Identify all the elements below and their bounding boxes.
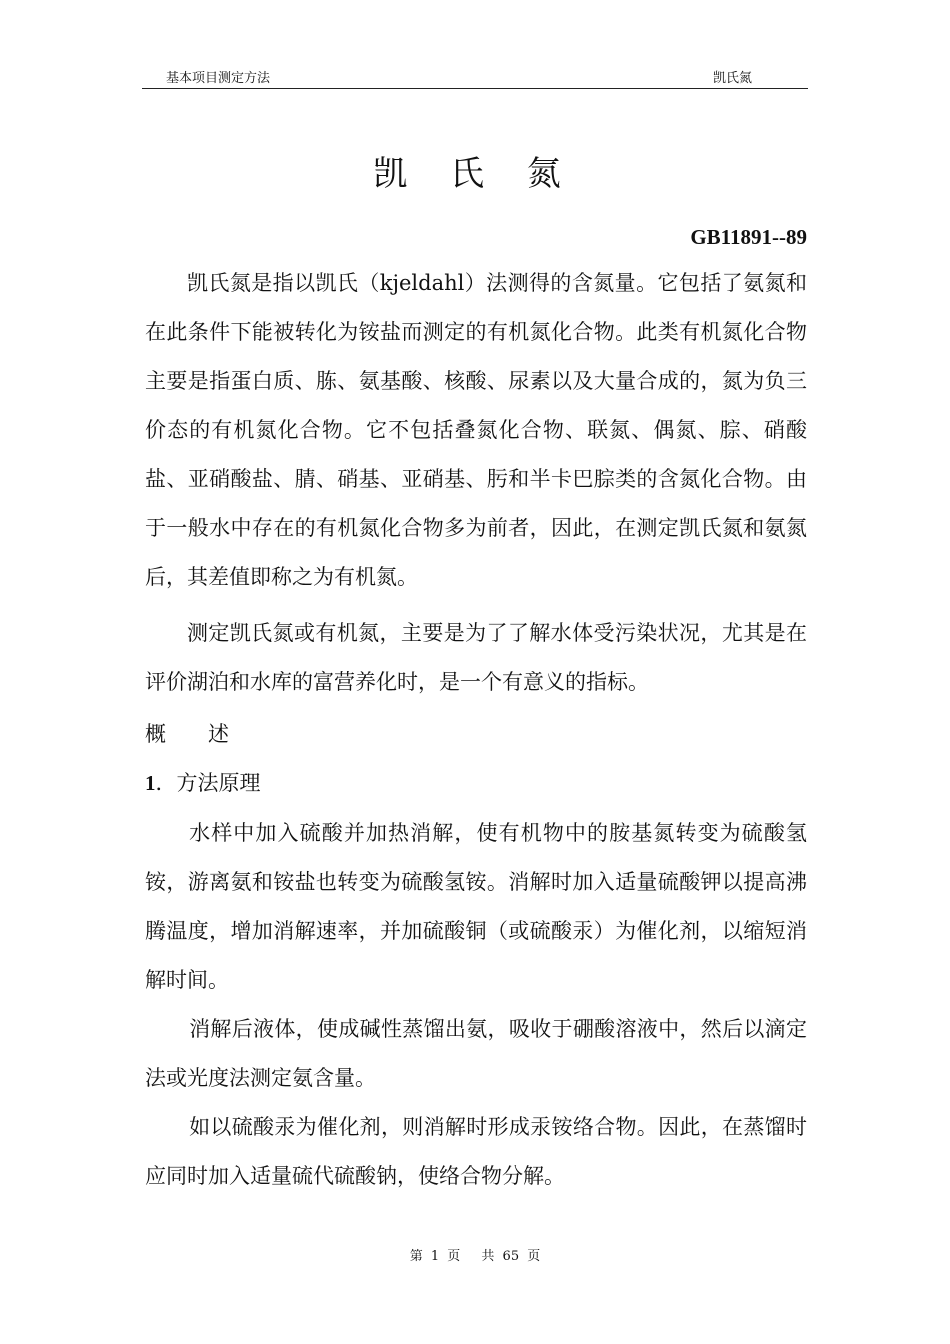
principle-block <box>145 809 807 1201</box>
overview-heading-char2: 述 <box>208 722 229 746</box>
purpose-paragraph: 测定凯氏氮或有机氮，主要是为了了解水体受污染状况，尤其是在评价湖泊和水库的富营养化时，是一个有意义的指标。 <box>145 621 807 694</box>
purpose-block <box>145 609 807 707</box>
principle-paragraph-1: 水样中加入硫酸并加热消解，使有机物中的胺基氮转变为硫酸氢铵，游离氨和铵盐也转变为硫酸氢铵。消解时加入适量硫酸钾以提高沸腾温度，增加消解速率，并加硫酸铜（或硫酸汞）为催化剂，以缩短消解时间。 <box>145 821 807 992</box>
header-topic-name: 凯氏氮 <box>712 71 752 86</box>
intro-paragraph: 凯氏氮是指以凯氏（kjeldahl）法测得的含氮量。它包括了氨氮和在此条件下能被转化为铵盐而测定的有机氮化合物。此类有机氮化合物主要是指蛋白质、胨、氨基酸、核酸、尿素以及大量合成的，氮为负三价态的有机氮化合物。它不包括叠氮化合物、联氮、偶氮、腙、硝酸盐、亚硝酸盐、腈、硝基、亚硝基、肟和半卡巴腙类的含氮化合物。由于一般水中存在的有机氮化合物多为前者，因此，在测定凯氏氮和氨氮后，其差值即称之为有机氮。 <box>145 271 807 589</box>
intro-block <box>145 259 807 602</box>
overview-heading-char1: 概 <box>145 722 166 746</box>
section-title: ．方法原理 <box>155 771 261 795</box>
principle-paragraph-2: 消解后液体，使成碱性蒸馏出氨，吸收于硼酸溶液中，然后以滴定法或光度法测定氨含量。 <box>145 1017 807 1090</box>
section-heading <box>145 759 261 808</box>
principle-paragraph-3: 如以硫酸汞为催化剂，则消解时形成汞铵络合物。因此，在蒸馏时应同时加入适量硫代硫酸钠，使络合物分解。 <box>145 1115 807 1188</box>
header-section-name: 基本项目测定方法 <box>166 71 271 86</box>
standard-code: GB11891--89 <box>690 225 807 249</box>
page-footer: 第 1 页 共 65 页 <box>409 1249 541 1264</box>
overview-heading <box>145 710 229 759</box>
section-number: 1 <box>145 771 156 795</box>
running-header <box>142 70 808 89</box>
document-title: 凯 氏 氮 <box>373 154 577 194</box>
